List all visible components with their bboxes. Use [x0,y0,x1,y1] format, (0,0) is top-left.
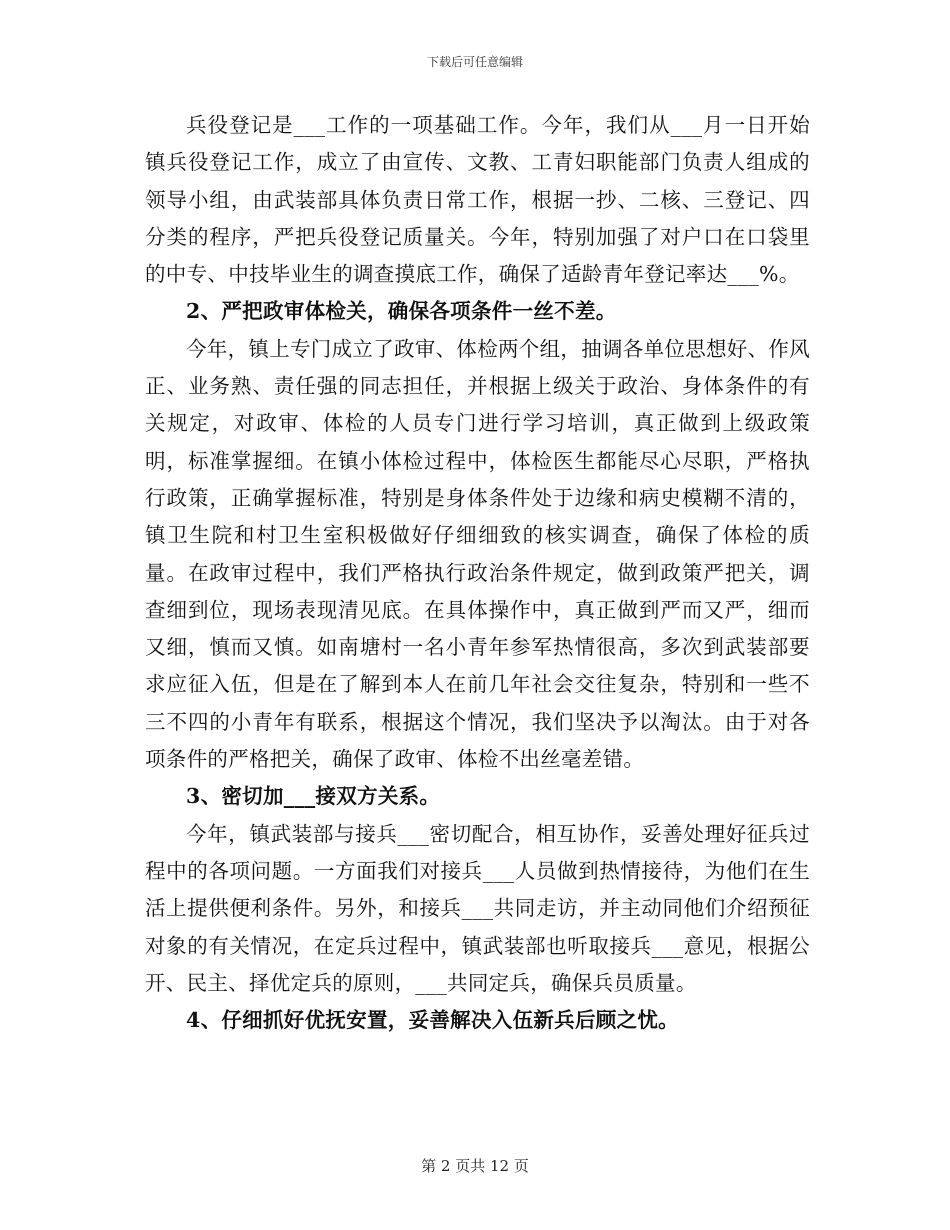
page-header: 下载后可任意编辑 [426,55,523,69]
section-heading-4: 4、仔细抓好优抚安置，妥善解决入伍新兵后顾之忧。 [186,1008,679,1033]
section-heading-2: 2、严把政审体检关，确保各项条件一丝不差。 [186,299,617,324]
document-body [145,107,810,1039]
page-number: 第 2 页共 12 页 [421,1157,529,1175]
section-heading-3: 3、密切加___接双方关系。 [186,784,441,809]
paragraph-cooperation: 今年，镇武装部与接兵___密切配合，相互协作，妥善处理好征兵过程中的各项问题。一方面我们对接兵___人员做到热情接待，为他们在生活上提供便利条件。另外，和接兵___共同走访，并主动同他们介绍预征对象的有关情况，在定兵过程中，镇武装部也听取接兵___意见，根据公开、民主、择优定兵的原则，___共同定兵，确保兵员质量。 [145,821,810,995]
paragraph-registration: 兵役登记是___工作的一项基础工作。今年，我们从___月一日开始镇兵役登记工作，成立了由宣传、文教、工青妇职能部门负责人组成的领导小组，由武装部具体负责日常工作，根据一抄、二核、三登记、四分类的程序，严把兵役登记质量关。今年，特别加强了对户口在口袋里的中专、中技毕业生的调查摸底工作，确保了适龄青年登记率达___%。 [145,113,810,287]
paragraph-political-medical: 今年，镇上专门成立了政审、体检两个组，抽调各单位思想好、作风正、业务熟、责任强的同志担任，并根据上级关于政治、身体条件的有关规定，对政审、体检的人员专门进行学习培训，真正做到上级政策明，标准掌握细。在镇小体检过程中，体检医生都能尽心尽职，严格执行政策，正确掌握标准，特别是身体条件处于边缘和病史模糊不清的，镇卫生院和村卫生室积极做好仔细细致的核实调查，确保了体检的质量。在政审过程中，我们严格执行政治条件规定，做到政策严把关，调查细到位，现场表现清见底。在具体操作中，真正做到严而又严，细而又细，慎而又慎。如南塘村一名小青年参军热情很高，多次到武装部要求应征入伍，但是在了解到本人在前几年社会交往复杂，特别和一些不三不四的小青年有联系，根据这个情况，我们坚决予以淘汰。由于对各项条件的严格把关，确保了政审、体检不出丝毫差错。 [145,336,810,772]
